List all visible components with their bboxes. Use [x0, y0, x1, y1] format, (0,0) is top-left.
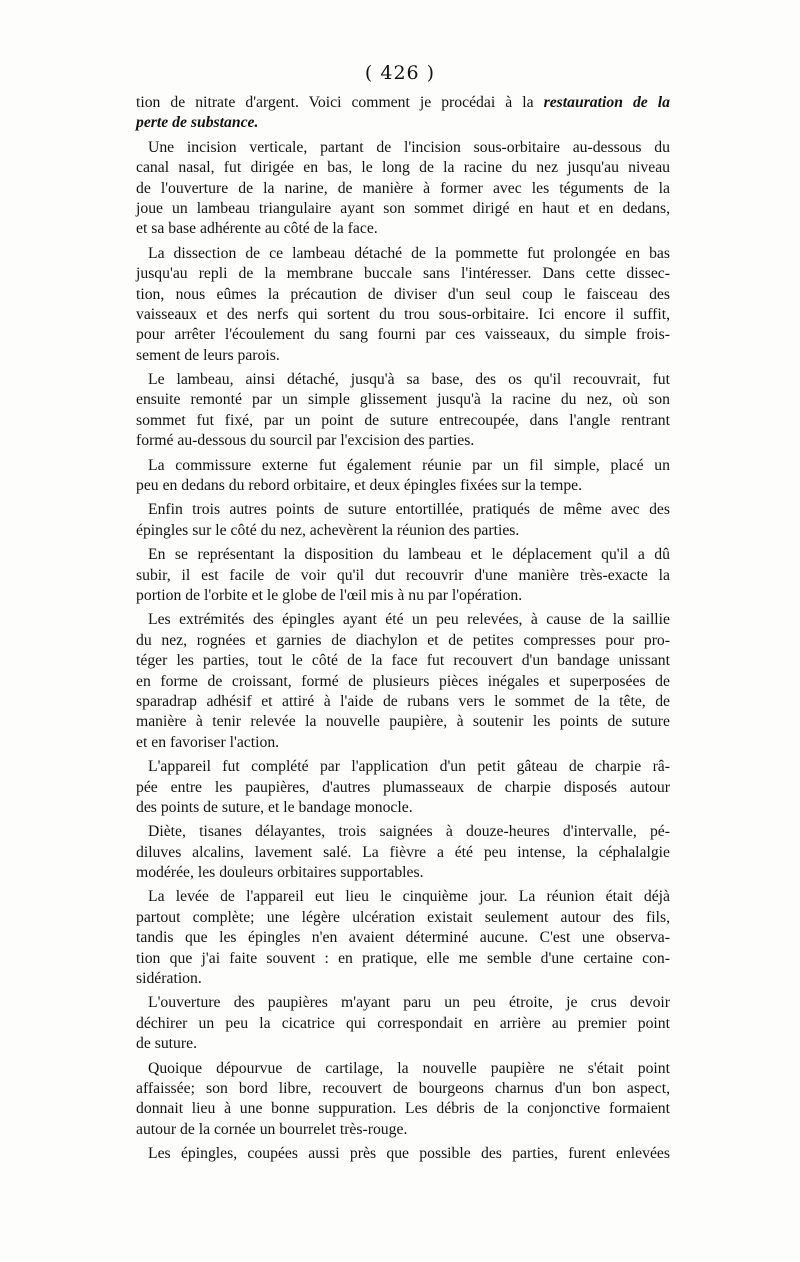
paragraph	[136, 456, 670, 497]
text-segment: sommet fut fixé, par un point de suture entrecoupée, dans l'angle rentrant	[136, 411, 670, 429]
paragraph	[136, 610, 670, 753]
text-segment: en forme de croissant, formé de plusieurs pièces inégales et superposées de	[136, 672, 670, 690]
text-segment: partout complète; une légère ulcération existait seulement autour des fils,	[136, 908, 670, 926]
text-segment: tion de nitrate d'argent. Voici comment je procédai à la	[136, 94, 544, 111]
text-segment: déchirer un peu la cicatrice qui correspondait en arrière au premier point	[136, 1014, 670, 1032]
text-line	[136, 285, 670, 305]
paragraph	[136, 1144, 670, 1164]
text-line	[136, 908, 670, 928]
text-segment: portion de l'orbite et le globe de l'œil mis à nu par l'opération.	[136, 586, 523, 604]
text-segment: L'ouverture des paupières m'ayant paru un peu étroite, je crus devoir	[148, 994, 670, 1012]
text-segment: formé au-dessous du sourcil par l'excision des parties.	[136, 432, 475, 450]
page-number: ( 426 )	[364, 62, 436, 84]
text-line	[136, 411, 670, 431]
text-line	[136, 476, 670, 496]
text-segment: subir, il est facile de voir qu'il dut recouvrir d'une manière très-exacte la	[136, 566, 670, 584]
text-line	[136, 566, 670, 586]
text-segment: du nez, rognées et garnies de diachylon et de petites compresses pour pro-	[136, 631, 670, 649]
text-line	[136, 712, 670, 732]
text-line	[136, 843, 670, 863]
text-segment: manière à tenir relevée la nouvelle paupière, à soutenir les points de suture	[136, 713, 670, 731]
paragraph	[136, 822, 670, 883]
text-line	[136, 158, 670, 178]
text-segment: Enfin trois autres points de suture entortillée, pratiqués de même avec des	[148, 501, 670, 519]
text-line	[136, 325, 670, 345]
paragraph	[136, 244, 670, 366]
text-line	[136, 1014, 670, 1034]
text-line	[136, 651, 670, 671]
text-segment: Les épingles, coupées aussi près que possible des parties, furent enlevées	[148, 1145, 670, 1163]
paragraph	[136, 500, 670, 541]
text-line	[136, 456, 670, 476]
text-line	[136, 1144, 670, 1164]
text-line	[136, 778, 670, 798]
text-segment: des points de suture, et le bandage monocle.	[136, 798, 413, 816]
text-segment: La commissure externe fut également réunie par un fil simple, placé un	[148, 456, 670, 474]
text-line	[136, 969, 670, 989]
text-line	[136, 798, 670, 818]
text-line	[136, 113, 670, 133]
text-segment: peu en dedans du rebord orbitaire, et deux épingles fixées sur la tempe.	[136, 477, 583, 495]
text-line	[136, 586, 670, 606]
text-segment: Une incision verticale, partant de l'incision sous-orbitaire au-dessous du	[148, 138, 670, 156]
text-line	[136, 370, 670, 390]
text-line	[136, 390, 670, 410]
paragraph	[136, 545, 670, 606]
paragraph	[136, 370, 670, 452]
text-line	[136, 264, 670, 284]
text-segment: jusqu'au repli de la membrane buccale sans l'intéresser. Dans cette dissec-	[136, 265, 670, 283]
text-line	[136, 431, 670, 451]
paragraph	[136, 887, 670, 989]
text-segment: L'appareil fut complété par l'application d'un petit gâteau de charpie râ-	[148, 758, 670, 776]
text-segment: et sa base adhérente au côté de la face.	[136, 220, 378, 238]
paragraph	[136, 757, 670, 818]
text-line	[136, 733, 670, 753]
paragraph	[136, 1059, 670, 1141]
text-line	[136, 179, 670, 199]
text-segment: La levée de l'appareil eut lieu le cinquième jour. La réunion était déjà	[148, 888, 670, 906]
text-segment: sparadrap adhésif et attiré à l'aide de rubans vers le sommet de la tête, de	[136, 692, 670, 710]
text-line	[136, 305, 670, 325]
text-segment: modérée, les douleurs orbitaires supportables.	[136, 864, 424, 882]
text-segment: tandis que les épingles n'en avaient déterminé aucune. C'est une observa-	[136, 929, 670, 947]
text-segment: tion, nous eûmes la précaution de diviser d'un seul coup le faisceau des	[136, 285, 670, 303]
paragraph	[136, 138, 670, 240]
text-line	[136, 199, 670, 219]
text-segment: tion que j'ai faite souvent : en pratique, elle me semble d'une certaine con-	[136, 949, 670, 967]
text-segment: Diète, tisanes délayantes, trois saignées à douze-heures d'intervalle, pé-	[148, 823, 670, 841]
text-segment: affaissée; son bord libre, recouvert de bourgeons charnus d'un bon aspect,	[136, 1079, 670, 1097]
text-line	[136, 822, 670, 842]
text-line	[136, 219, 670, 239]
text-line	[136, 1079, 670, 1099]
text-line	[136, 949, 670, 969]
text-line	[136, 993, 670, 1013]
text-segment: épingles sur le côté du nez, achevèrent la réunion des parties.	[136, 521, 520, 539]
text-line	[136, 346, 670, 366]
text-segment: de suture.	[136, 1035, 197, 1053]
text-line	[136, 887, 670, 907]
text-segment: En se représentant la disposition du lambeau et le déplacement qu'il a dû	[148, 546, 670, 564]
text-line	[136, 93, 670, 113]
text-segment: sidération.	[136, 970, 202, 988]
text-segment: téger les parties, tout le côté de la face fut recouvert d'un bandage unissant	[136, 652, 670, 670]
text-line	[136, 1120, 670, 1140]
text-segment: pour arrêter l'écoulement du sang fourni par ces vaisseaux, du simple frois-	[136, 326, 670, 344]
text-segment: diluves alcalins, lavement salé. La fièvre a été peu intense, la céphalalgie	[136, 843, 670, 861]
text-segment: canal nasal, fut dirigée en bas, le long de la racine du nez jusqu'au niveau	[136, 159, 670, 177]
text-segment: ensuite remonté par un simple glissement jusqu'à la racine du nez, où son	[136, 391, 670, 409]
text-line	[136, 610, 670, 630]
text-line	[136, 1034, 670, 1054]
text-line	[136, 692, 670, 712]
text-segment: vaisseaux et des nerfs qui sortent du trou sous-orbitaire. Ici encore il suffit,	[136, 305, 670, 323]
italic-phrase: perte de substance.	[136, 114, 259, 132]
text-line	[136, 672, 670, 692]
text-segment: de l'ouverture de la narine, de manière à former avec les téguments de la	[136, 179, 670, 197]
text-segment: et en favoriser l'action.	[136, 733, 280, 751]
text-segment: La dissection de ce lambeau détaché de la pommette fut prolongée en bas	[148, 244, 670, 262]
text-line	[136, 500, 670, 520]
text-line	[136, 757, 670, 777]
text-line	[136, 1099, 670, 1119]
text-segment: sement de leurs parois.	[136, 346, 280, 364]
paragraph	[136, 993, 670, 1054]
text-segment: Le lambeau, ainsi détaché, jusqu'à sa base, des os qu'il recouvrait, fut	[148, 371, 670, 389]
text-line	[136, 631, 670, 651]
text-line	[136, 863, 670, 883]
text-segment: Quoique dépourvue de cartilage, la nouvelle paupière ne s'était point	[148, 1059, 670, 1077]
text-segment: pée entre les paupières, d'autres plumasseaux de charpie disposés autour	[136, 778, 670, 796]
text-line	[136, 138, 670, 158]
text-line	[136, 545, 670, 565]
text-line	[136, 1059, 670, 1079]
paragraph	[136, 93, 670, 134]
text-segment: donnait lieu à une bonne suppuration. Les débris de la conjonctive formaient	[136, 1100, 670, 1118]
text-segment: autour de la cornée un bourrelet très-rouge.	[136, 1120, 408, 1138]
text-segment: joue un lambeau triangulaire ayant son sommet dirigé en haut et en dedans,	[136, 199, 670, 217]
body-text	[136, 93, 670, 1165]
text-line	[136, 244, 670, 264]
text-line	[136, 928, 670, 948]
text-line	[136, 521, 670, 541]
italic-phrase: restauration de la	[543, 94, 670, 111]
text-segment: Les extrémités des épingles ayant été un peu relevées, à cause de la saillie	[148, 611, 670, 629]
